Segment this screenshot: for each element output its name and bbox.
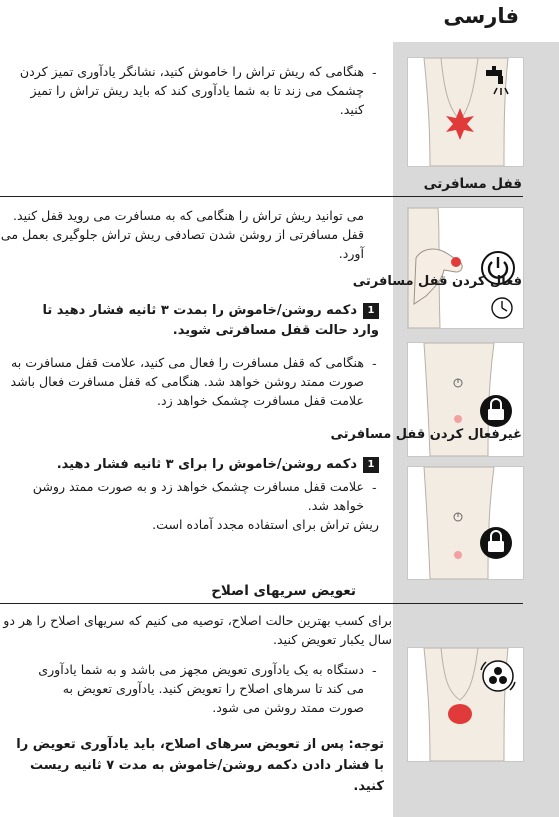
deactivate-step-text: دکمه روشن/خاموش را برای ۳ ثانیه فشار دهید.: [56, 457, 357, 472]
section-divider: [0, 196, 523, 197]
bullet-dash: -: [372, 357, 377, 372]
step-number: 1: [363, 303, 379, 319]
lock-icon: [480, 395, 512, 427]
illustration-power-button: [407, 207, 524, 329]
lock-icon: [480, 527, 512, 559]
deactivate-bullet-text: علامت قفل مسافرت چشمک خواهد زد و به صورت ممتد روشن خواهد شد.: [32, 479, 364, 513]
timer-icon: [492, 298, 512, 318]
step-number: 1: [363, 457, 379, 473]
illustration-replacement-reminder: [407, 647, 524, 762]
travel-lock-intro: می توانید ریش تراش را هنگامی که به مسافرت می روید قفل کنید. قفل مسافرتی از روشن شدن تصادفی ریش تراش جلوگیری بعمل می آورد.: [0, 208, 364, 261]
bullet-dash: -: [372, 481, 377, 496]
bullet-dash: -: [372, 66, 377, 81]
illustration-lock-blink: [407, 466, 524, 580]
activate-bullet-text: هنگامی که قفل مسافرت را فعال می کنید، علامت قفل مسافرت به صورت ممتد روشن خواهد شد. هنگامی که قفل مسافرت فعال باشد علامت قفل مسافرت چشمک خواهد زد.: [10, 355, 364, 408]
replacement-bullet-text: دستگاه به یک یادآوری تعویض مجهز می باشد و به شما یادآوری می کند تا سرهای اصلاح را تعویض کنید. یادآوری تعویض به صورت ممتد روشن می شود.: [38, 662, 364, 715]
replacement-note: توجه: پس از تعویض سرهای اصلاح، باید یادآوری تعویض را با فشار دادن دکمه روشن/خاموش به مدت ۷ ثانیه ریست کنید.: [16, 737, 384, 794]
deactivate-step: [30, 455, 379, 475]
bullet-dash: -: [372, 664, 377, 679]
activate-lock-heading: فعال کردن قفل مسافرتی: [352, 274, 522, 289]
illustration-cleaning-reminder: [407, 57, 524, 167]
section-divider: [0, 603, 523, 604]
deactivate-lock-heading: غیرفعال کردن قفل مسافرتی: [330, 427, 522, 442]
activate-step: [30, 301, 379, 341]
activate-step-text: دکمه روشن/خاموش را بمدت ۳ ثانیه فشار دهید تا وارد حالت قفل مسافرتی شوید.: [42, 303, 379, 338]
replacement-heading: تعویض سریهای اصلاح: [211, 583, 356, 599]
travel-lock-heading: قفل مسافرتی: [423, 176, 522, 192]
language-title: فارسی: [443, 4, 519, 28]
deactivate-after-text: ریش تراش برای استفاده مجدد آماده است.: [152, 517, 379, 532]
replacement-intro: برای کسب بهترین حالت اصلاح، توصیه می کنیم که سریهای اصلاح را هر دو سال یکبار تعویض کنید.: [3, 613, 392, 647]
cleaning-reminder-text: هنگامی که ریش تراش را خاموش کنید، نشانگر یادآوری تمیز کردن چشمک می زند تا به شما یادآوری کند که باید ریش تراش را تمیز کنید.: [19, 64, 364, 117]
